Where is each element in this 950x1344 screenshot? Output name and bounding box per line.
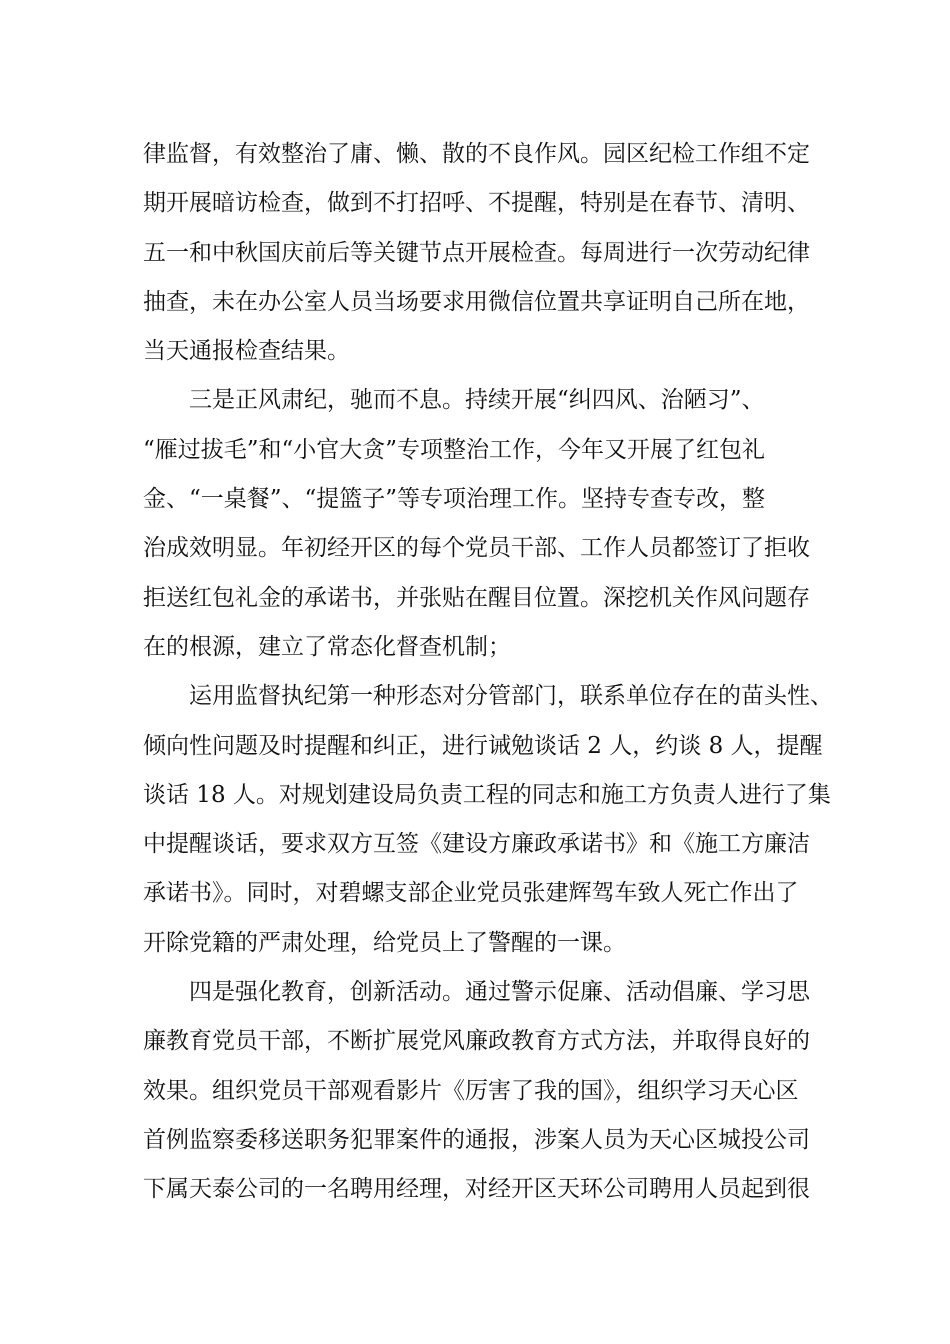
paragraph-start-line: 三是正风肃纪，驰而不息。持续开展“纠四风、治陋习”、 [189,387,765,414]
paragraph-start-line: 运用监督执纪第一种形态对分管部门，联系单位存在的苗头性、 [189,683,833,710]
text-line: 当天通报检查结果。 [143,338,350,365]
text-line: 下属天泰公司的一名聘用经理，对经开区天环公司聘用人员起到很 [143,1176,810,1203]
paragraph-start-line: 四是强化教育，创新活动。通过警示促廉、活动倡廉、学习思 [189,979,810,1006]
text-line: 在的根源，建立了常态化督查机制； [143,633,511,660]
text-line: 首例监察委移送职务犯罪案件的通报，涉案人员为天心区城投公司 [143,1126,810,1153]
text-line: 开除党籍的严肃处理，给党员上了警醒的一课。 [143,929,626,956]
text-line: 拒送红包礼金的承诺书，并张贴在醒目位置。深挖机关作风问题存 [143,584,810,611]
text-line: 抽查，未在办公室人员当场要求用微信位置共享证明自己所在地， [143,288,810,315]
text-line: 中提醒谈话，要求双方互签《建设方廉政承诺书》和《施工方廉洁 [143,831,810,858]
text-line: 金、“一桌餐”、“提篮子”等专项治理工作。坚持专查专改，整 [143,486,766,513]
text-line: 期开展暗访检查，做到不打招呼、不提醒，特别是在春节、清明、 [143,190,810,217]
document-body [143,130,833,1215]
text-line: “雁过拔毛”和“小官大贪”专项整治工作，今年又开展了红包礼 [143,436,766,463]
text-line: 效果。组织党员干部观看影片《厉害了我的国》，组织学习天心区 [143,1077,799,1104]
text-line: 倾向性问题及时提醒和纠正，进行诫勉谈话 2 人，约谈 8 人，提醒 [143,732,823,759]
text-line: 谈话 18 人。对规划建设局负责工程的同志和施工方负责人进行了集 [143,781,831,808]
text-line: 治成效明显。年初经开区的每个党员干部、工作人员都签订了拒收 [143,535,810,562]
text-line: 承诺书》。同时，对碧螺支部企业党员张建辉驾车致人死亡作出了 [143,880,799,907]
text-line: 五一和中秋国庆前后等关键节点开展检查。每周进行一次劳动纪律 [143,239,810,266]
text-line: 律监督，有效整治了庸、懒、散的不良作风。园区纪检工作组不定 [143,141,810,167]
text-line: 廉教育党员干部，不断扩展党风廉政教育方式方法，并取得良好的 [143,1028,810,1055]
